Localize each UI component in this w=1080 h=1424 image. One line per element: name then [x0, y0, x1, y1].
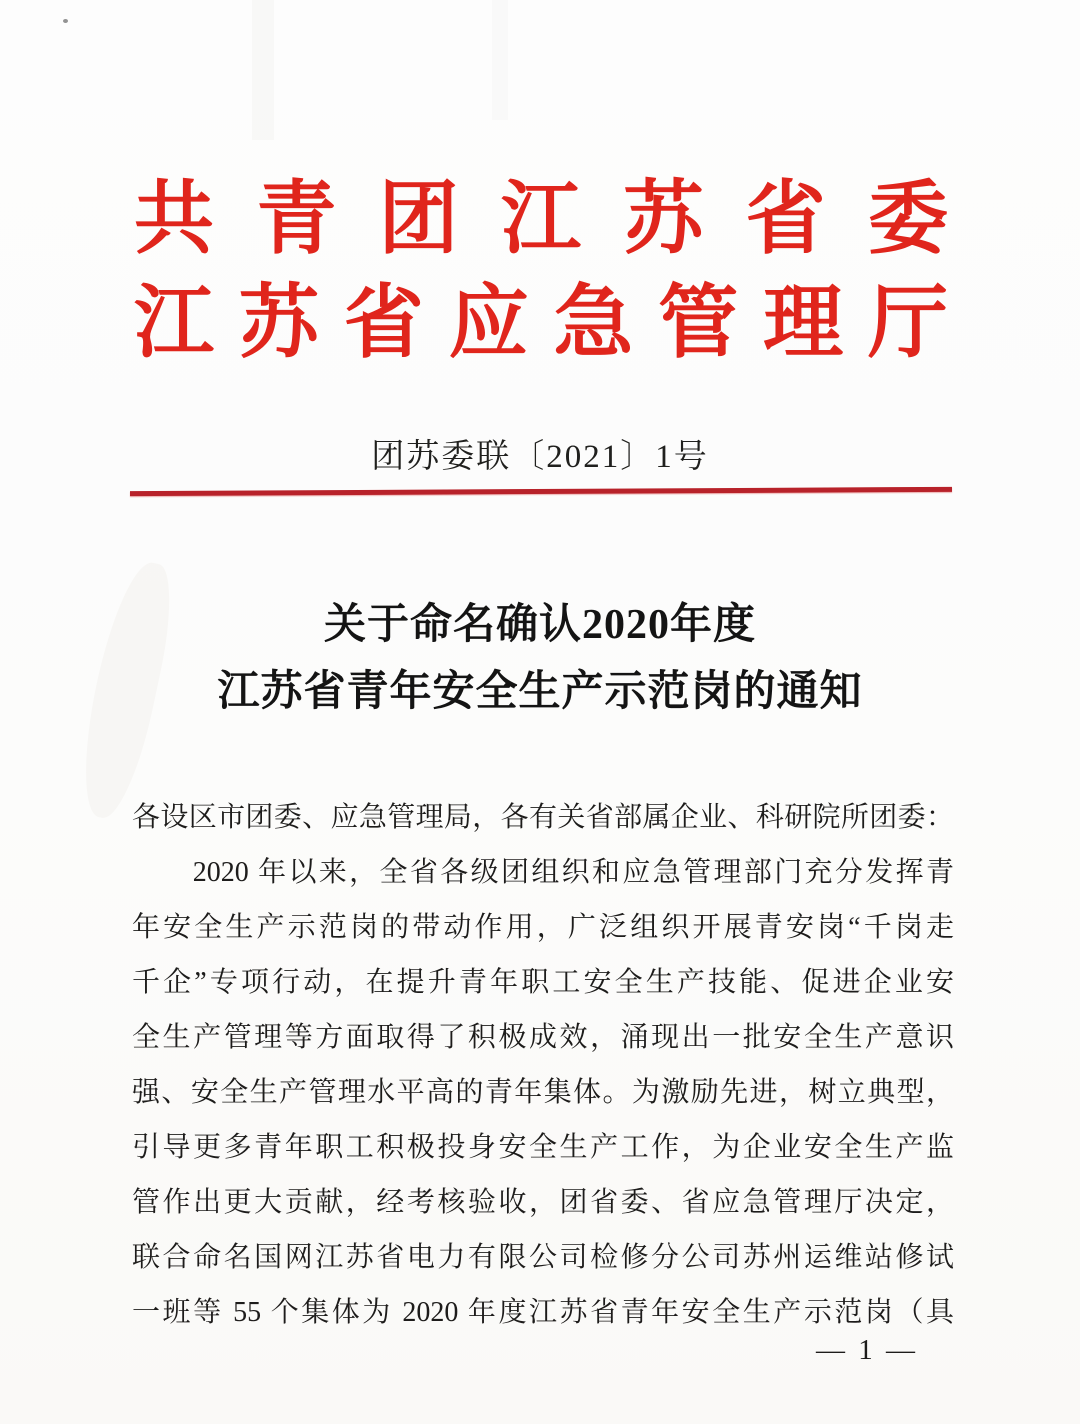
document-reference-number: 团苏委联〔2021〕1号	[371, 439, 709, 475]
scan-streak	[252, 0, 274, 140]
body-text-line: 千企”专项行动，在提升青年职工安全生产技能、促进企业安	[132, 967, 954, 998]
body-text-line: 全生产管理等方面取得了积极成效，涌现出一批安全生产意识	[132, 1022, 954, 1053]
red-divider-line	[130, 487, 952, 496]
header-authority-line-2: 江苏省应急管理厅	[134, 280, 948, 368]
body-text-line: 管作出更大贡献，经考核验收，团省委、省应急管理厅决定，	[132, 1187, 954, 1218]
document-title-line-1: 关于命名确认2020年度	[323, 602, 756, 648]
issuing-authority-header	[134, 168, 948, 376]
body-text-line: 强、安全生产管理水平高的青年集体。为激励先进，树立典型，	[132, 1077, 954, 1108]
header-authority-line-1: 共青团江苏省委	[134, 176, 948, 264]
body-text-line: 联合命名国网江苏省电力有限公司检修分公司苏州运维站修试	[132, 1242, 954, 1273]
body-salutation-line: 各设区市团委、应急管理局，各有关省部属企业、科研院所团委：	[132, 802, 954, 833]
document-title-line-2: 江苏省青年安全生产示范岗的通知	[217, 669, 863, 715]
body-text-line: 年安全生产示范岗的带动作用，广泛组织开展青安岗“千岗走	[132, 912, 954, 943]
page-number: — 1 —	[816, 1334, 918, 1366]
document-title	[0, 592, 1080, 726]
document-body	[132, 790, 954, 1340]
scan-speck	[63, 19, 68, 23]
body-text-line: 2020 年以来，全省各级团组织和应急管理部门充分发挥青	[132, 857, 954, 888]
body-text-line: 引导更多青年职工积极投身安全生产工作，为企业安全生产监	[132, 1132, 954, 1163]
body-text-line: 一班等 55 个集体为 2020 年度江苏省青年安全生产示范岗（具	[132, 1297, 954, 1328]
scan-streak	[492, 0, 508, 120]
